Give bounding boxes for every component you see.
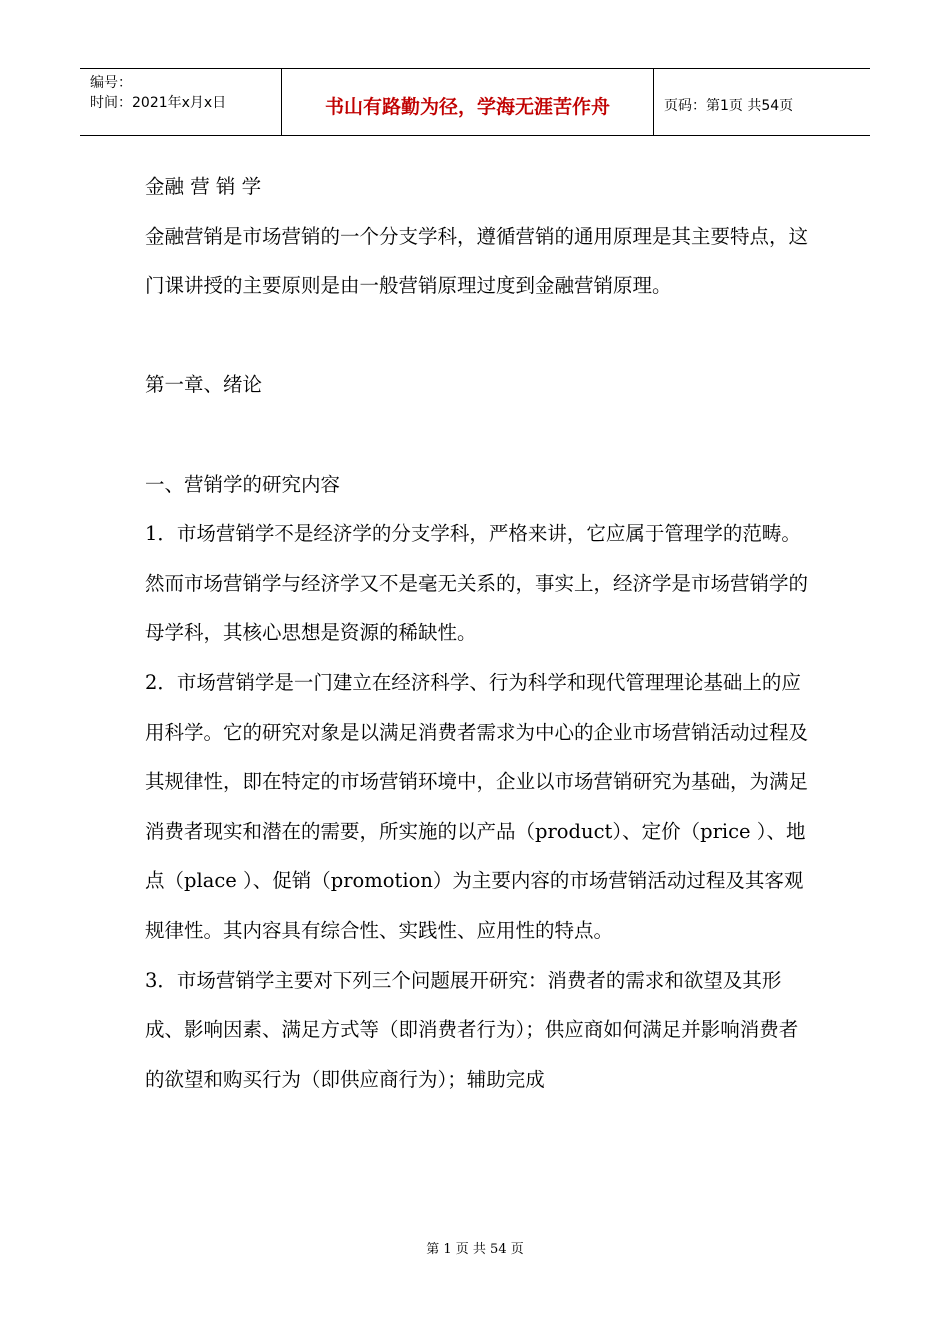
document-body — [145, 162, 810, 1104]
chapter-heading: 第一章、绪论 — [145, 373, 263, 397]
intro-paragraph: 金融营销是市场营销的一个分支学科，遵循营销的通用原理是其主要特点，这门课讲授的主要原则是由一般营销原理过度到金融营销原理。 — [145, 224, 809, 298]
spacer — [145, 311, 810, 361]
document-number-label: 编号： — [90, 75, 132, 91]
page-footer: 第 1 页 共 54 页 — [426, 1242, 524, 1257]
header-meta — [80, 69, 282, 135]
header-motto: 书山有路勤为径，学海无涯苦作舟 — [282, 69, 654, 135]
page-header — [80, 68, 870, 136]
spacer — [145, 410, 810, 460]
document-time-label: 时间：2021年x月x日 — [90, 95, 227, 111]
header-page-info: 页码：第1页 共54页 — [664, 98, 794, 114]
section-heading: 一、营销学的研究内容 — [145, 472, 341, 496]
body-paragraph-2: 2．市场营销学是一门建立在经济科学、行为科学和现代管理理论基础上的应用科学。它的研究对象是以满足消费者需求为中心的企业市场营销活动过程及其规律性，即在特定的市场营销环境中，企业以市场营销研究为基础，为满足消费者现实和潜在的需要，所实施的以产品（product）、定价（price ）、地点（place ）、促销（promotion）为主要内容的市场营销活动过程及其客观规律性。其内容具有综合性、实践性、应用性的特点。 — [145, 670, 809, 942]
document-title: 金融 营 销 学 — [145, 175, 262, 198]
body-paragraph-1: 1．市场营销学不是经济学的分支学科，严格来讲，它应属于管理学的范畴。然而市场营销学与经济学又不是毫无关系的，事实上，经济学是市场营销学的母学科，其核心思想是资源的稀缺性。 — [145, 522, 809, 645]
body-paragraph-3: 3．市场营销学主要对下列三个问题展开研究：消费者的需求和欲望及其形成、影响因素、满足方式等（即消费者行为）；供应商如何满足并影响消费者的欲望和购买行为（即供应商行为）；辅助完成 — [145, 968, 799, 1091]
